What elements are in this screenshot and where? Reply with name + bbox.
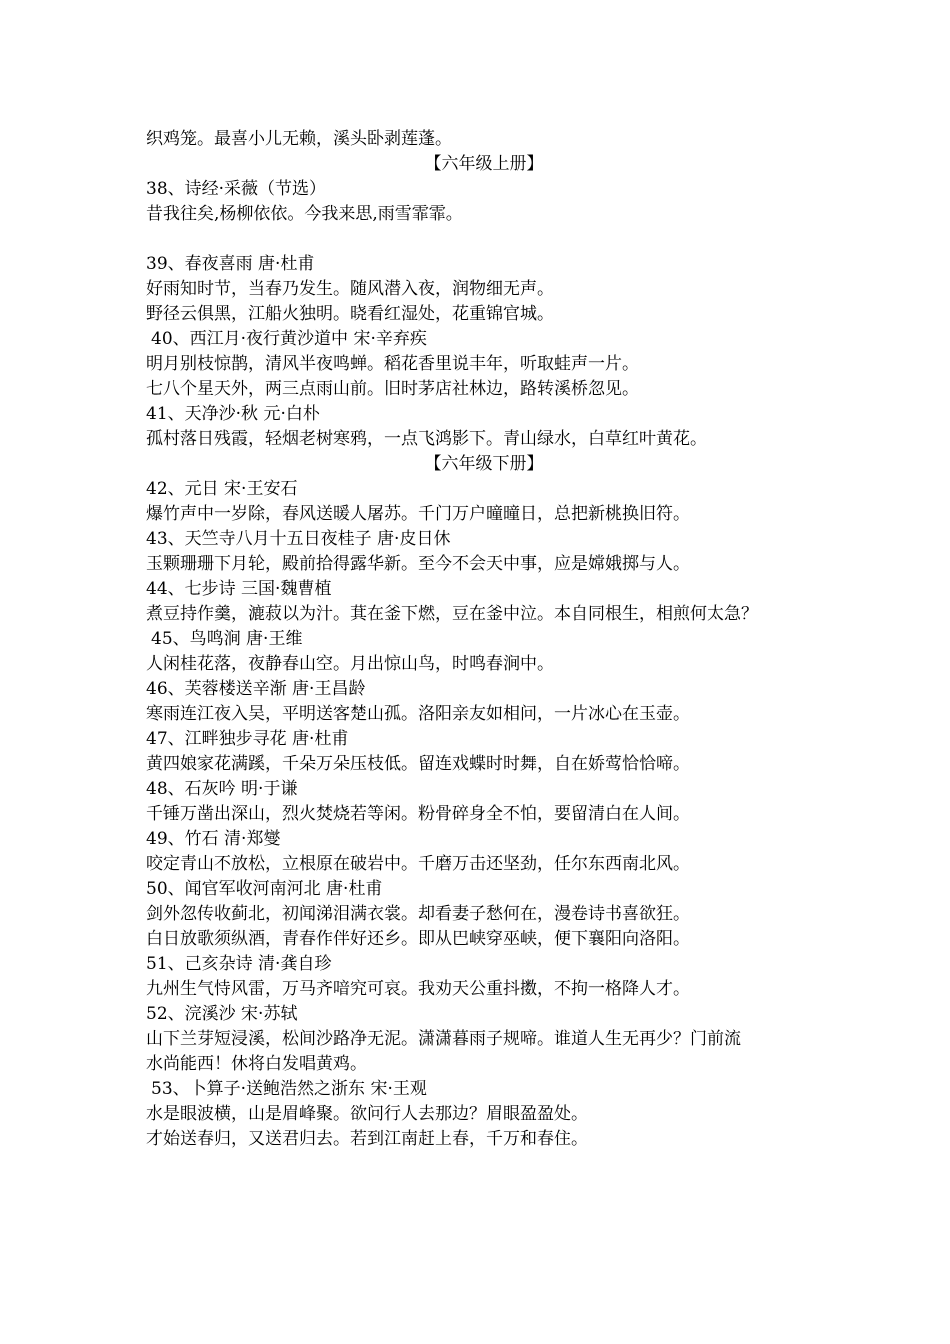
poem-line: 昔我往矣,杨柳依依。今我来思,雨雪霏霏。 (146, 204, 463, 224)
section-heading-grade6-vol2: 【六年级下册】 (424, 454, 544, 474)
poem-title-48: 48、石灰吟 明·于谦 (146, 779, 298, 799)
poem-title-44: 44、七步诗 三国·魏曹植 (146, 579, 332, 599)
poem-title-51: 51、己亥杂诗 清·龚自珍 (146, 954, 332, 974)
poem-title-53: 53、卜算子·送鲍浩然之浙东 宋·王观 (151, 1079, 427, 1099)
poem-title-45: 45、鸟鸣涧 唐·王维 (151, 629, 303, 649)
poem-line: 山下兰芽短浸溪，松间沙路净无泥。潇潇暮雨子规啼。谁道人生无再少？门前流 (146, 1029, 741, 1049)
poem-line: 寒雨连江夜入吴，平明送客楚山孤。洛阳亲友如相问，一片冰心在玉壶。 (146, 704, 690, 724)
poem-title-46: 46、芙蓉楼送辛渐 唐·王昌龄 (146, 679, 366, 699)
poem-line: 水尚能西！休将白发唱黄鸡。 (146, 1054, 367, 1074)
poem-title-42: 42、元日 宋·王安石 (146, 479, 298, 499)
poem-line: 剑外忽传收蓟北，初闻涕泪满衣裳。却看妻子愁何在，漫卷诗书喜欲狂。 (146, 904, 690, 924)
poem-line: 孤村落日残霞，轻烟老树寒鸦，一点飞鸿影下。青山绿水，白草红叶黄花。 (146, 429, 707, 449)
poem-line: 玉颗珊珊下月轮，殿前拾得露华新。至今不会天中事，应是嫦娥掷与人。 (146, 554, 690, 574)
poem-line: 黄四娘家花满蹊，千朵万朵压枝低。留连戏蝶时时舞，自在娇莺恰恰啼。 (146, 754, 690, 774)
poem-title-49: 49、竹石 清·郑燮 (146, 829, 281, 849)
poem-title-47: 47、江畔独步寻花 唐·杜甫 (146, 729, 349, 749)
poem-line: 水是眼波横，山是眉峰聚。欲问行人去那边？眉眼盈盈处。 (146, 1104, 588, 1124)
poem-line: 千锤万凿出深山，烈火焚烧若等闲。粉骨碎身全不怕，要留清白在人间。 (146, 804, 690, 824)
poem-line: 好雨知时节，当春乃发生。随风潜入夜，润物细无声。 (146, 279, 554, 299)
poem-line: 才始送春归，又送君归去。若到江南赶上春，千万和春住。 (146, 1129, 588, 1149)
poem-title-43: 43、天竺寺八月十五日夜桂子 唐·皮日休 (146, 529, 451, 549)
section-heading-grade6-vol1: 【六年级上册】 (424, 154, 544, 174)
poem-title-40: 40、西江月·夜行黄沙道中 宋·辛弃疾 (151, 329, 427, 349)
poem-line: 人闲桂花落，夜静春山空。月出惊山鸟，时鸣春涧中。 (146, 654, 554, 674)
poem-title-52: 52、浣溪沙 宋·苏轼 (146, 1004, 298, 1024)
poem-title-41: 41、天净沙·秋 元·白朴 (146, 404, 320, 424)
poem-title-50: 50、闻官军收河南河北 唐·杜甫 (146, 879, 383, 899)
poem-line: 煮豆持作羹，漉菽以为汁。萁在釜下燃，豆在釜中泣。本自同根生，相煎何太急？ (146, 604, 758, 624)
poem-title-39: 39、春夜喜雨 唐·杜甫 (146, 254, 315, 274)
poem-line: 明月别枝惊鹊，清风半夜鸣蝉。稻花香里说丰年，听取蛙声一片。 (146, 354, 639, 374)
poem-line: 九州生气恃风雷，万马齐喑究可哀。我劝天公重抖擞，不拘一格降人才。 (146, 979, 690, 999)
poem-line: 爆竹声中一岁除，春风送暖人屠苏。千门万户曈曈日，总把新桃换旧符。 (146, 504, 690, 524)
poem-title-38: 38、诗经·采薇（节选） (146, 179, 327, 199)
poem-line: 白日放歌须纵酒，青春作伴好还乡。即从巴峡穿巫峡，便下襄阳向洛阳。 (146, 929, 690, 949)
poem-line: 野径云俱黑，江船火独明。晓看红湿处，花重锦官城。 (146, 304, 554, 324)
poem-line: 七八个星天外，两三点雨山前。旧时茅店社林边，路转溪桥忽见。 (146, 379, 639, 399)
poem-line: 织鸡笼。最喜小儿无赖，溪头卧剥莲蓬。 (146, 129, 452, 149)
poem-line: 咬定青山不放松，立根原在破岩中。千磨万击还坚劲，任尔东西南北风。 (146, 854, 690, 874)
